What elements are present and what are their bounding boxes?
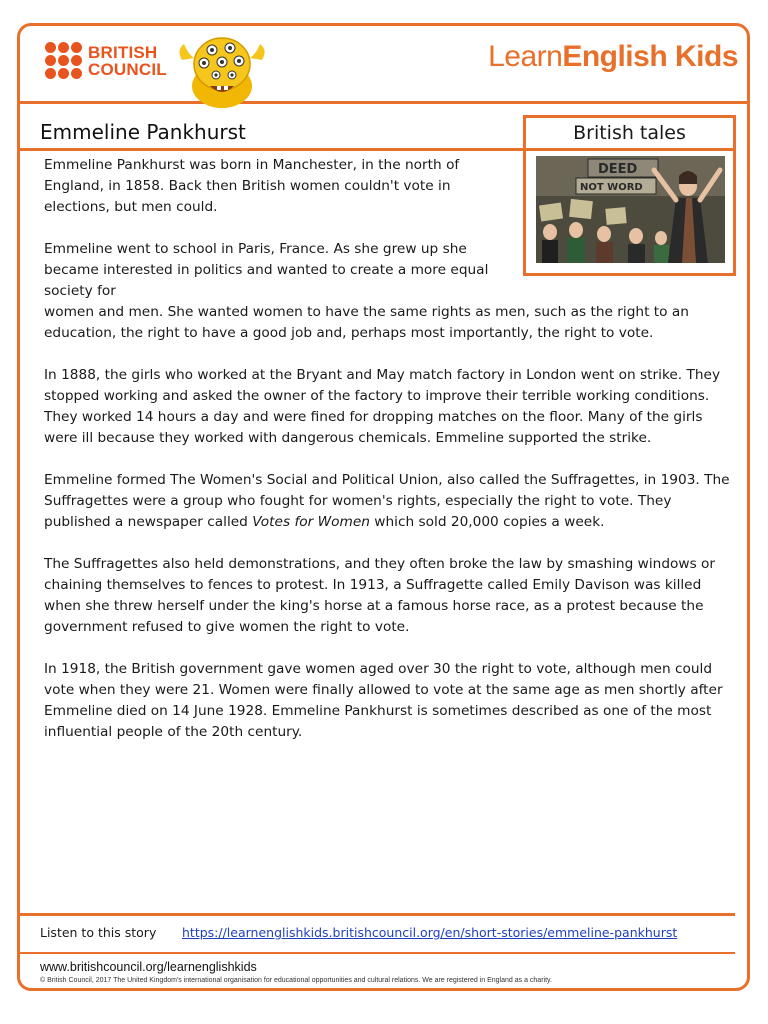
page-title: Emmeline Pankhurst (40, 120, 246, 144)
title-divider (17, 148, 523, 151)
listen-divider-bottom (17, 952, 735, 954)
paragraph-3: In 1888, the girls who worked at the Bryant and May match factory in London went on strike. They stopped working and asked the owner of the factory to improve their terrible working conditions. They worked 14 hours a day and were fined for dropping matches on the floor. Many of the girls were ill because they worked with dangerous chemicals. Emmeline supported the strike. (44, 367, 721, 446)
site-url: www.britishcouncil.org/learnenglishkids (40, 960, 257, 974)
story-text (44, 155, 732, 764)
paragraph-2-part-a: Emmeline went to school in Paris, France. As she grew up she became interested in politics and wanted to create a more equal society for (44, 241, 489, 299)
paragraph-1: Emmeline Pankhurst was born in Manchester, in the north of England, in 1858. Back then British women couldn't vote in elections, but men could. (44, 157, 460, 215)
british-council-dots-icon (45, 42, 82, 79)
paragraph-4-text-a: Emmeline formed The Women's Social and Political Union, also called the Suffragettes, in 1903. The Suffragettes were a group who fought for women's rights, especially the right to vote. They published a newspaper called (44, 472, 730, 530)
paragraph-2-part-b: women and men. She wanted women to have the same rights as men, such as the right to an education, the right to have a good job and, perhaps most importantly, the right to vote. (44, 304, 689, 341)
british-council-logo (45, 42, 167, 79)
logo-bold-text: English Kids (562, 40, 738, 73)
paragraph-5: The Suffragettes also held demonstrations, and they often broke the law by smashing windows or chaining themselves to fences to protest. In 1913, a Suffragette called Emily Davison was killed when she threw herself under the king's horse at a famous horse race, as a protest because the government refused to give women the right to vote. (44, 556, 716, 635)
brand-line-1: BRITISH (88, 42, 158, 62)
sign-top-text: DEED (598, 162, 638, 177)
learnenglish-kids-logo (488, 40, 738, 74)
brand-line-2: COUNCIL (88, 59, 167, 79)
newspaper-title: Votes for Women (252, 514, 370, 530)
paragraph-2 (44, 239, 732, 344)
listen-divider-top (17, 913, 735, 916)
header-divider (17, 101, 750, 104)
paragraph-4 (44, 470, 732, 533)
paragraph-6: In 1918, the British government gave women aged over 30 the right to vote, although men could vote when they were 21. Women were finally allowed to vote at the same age as men shortly after Emmeline died on 14 June 1928. Emmeline Pankhurst is sometimes described as one of the most influential people of the 20th century. (44, 661, 723, 740)
copyright-notice: © British Council, 2017 The United Kingdom's international organisation for educational opportunities and cultural relations. We are registered in England as a charity. (40, 977, 552, 984)
logo-light-text: Learn (488, 40, 563, 73)
category-label: British tales (523, 115, 736, 151)
listen-label: Listen to this story (40, 925, 157, 940)
monster-mascot-icon (172, 30, 272, 108)
listen-story-link[interactable]: https://learnenglishkids.britishcouncil.org/en/short-stories/emmeline-pankhurst (182, 925, 678, 940)
paragraph-4-text-b: which sold 20,000 copies a week. (369, 514, 605, 530)
sign-side-text: NOT WORD (580, 182, 643, 193)
